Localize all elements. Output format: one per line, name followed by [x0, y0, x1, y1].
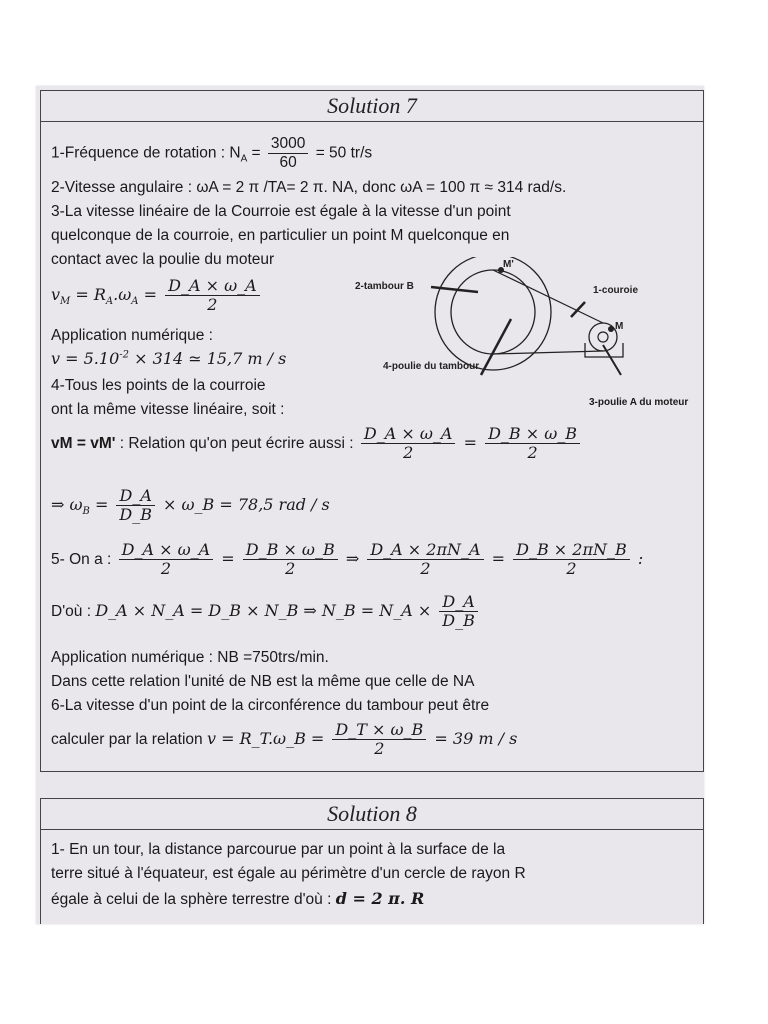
unit-line: Dans cette relation l'unité de NB est la même que celle de NA [51, 673, 475, 690]
label-m-prime: M' [503, 259, 514, 270]
point-6-line-1: 6-La vitesse d'un point de la circonférence du tambour peut être [51, 697, 490, 714]
application-2-line: Application numérique : NB =750trs/min. [51, 649, 329, 666]
label-tambour: 2-tambour B [355, 281, 414, 292]
document-page [36, 86, 704, 924]
point-6-line-2: calculer par la relation v = R_T.ω_B = $\frac{D\_T \times \omega\_B}{2}$ = 39 m / s [51, 720, 518, 758]
solution-8-line-3: égale à celui de la sphère terrestre d'où : d = 2 π. R [51, 889, 425, 908]
omega-b-formula: ⇒ $\omega_B$ = $\frac{D\_A}{D\_B}$ × ω_B = 78,5 rad / s [51, 486, 330, 524]
tambour-leader [431, 287, 478, 292]
label-poulie-tambour: 4-poulie du tambour [383, 361, 480, 372]
on-a-line: 5- On a : $\frac{D\_A \times \omega\_A}{2}$ = $\frac{D\_B \times \omega\_B}{2}$ ⇒ $\frac{D\_A \times 2\pi N\_A}{2}$ = $\frac{D\_B \times 2\pi N\_B}{2}$ : [51, 540, 644, 578]
vm-formula: $v_M = R_A.\omega_A$ = $\frac{D\_A \times \omega\_A}{2}$ [51, 277, 263, 314]
belt-lower [493, 351, 603, 354]
frequency-line: 1-Fréquence de rotation : $N_A$ = $\frac{3000}{60}$ = 50 tr/s [51, 135, 373, 171]
point-4-line-2: ont la même vitesse linéaire, soit : [51, 401, 285, 418]
belt-speed-line-3: contact avec la poulie du moteur [51, 251, 275, 268]
solution-8-title: Solution 8 [41, 799, 703, 830]
frequency-fraction: $\frac{3000}{60}$ [268, 135, 308, 172]
solution-8-line-1: 1- En un tour, la distance parcourue par un point à la surface de la [51, 841, 506, 858]
label-poulie-moteur: 3-poulie A du moteur [589, 397, 689, 408]
solution-8-box [40, 798, 704, 924]
poulie-tambour-leader [481, 319, 511, 375]
belt-upper [493, 270, 603, 323]
label-courroie: 1-couroie [593, 285, 639, 296]
label-m: M [615, 321, 624, 332]
belt-speed-line-2: quelconque de la courroie, en particulier un point M quelconque en [51, 227, 510, 244]
belt-pulley-diagram [353, 257, 693, 377]
point-4-line-1: 4-Tous les points de la courroie [51, 377, 266, 394]
poulie-moteur-leader [603, 345, 621, 375]
relation-line: vM = vM' : Relation qu'on peut écrire aussi : $\frac{D\_A \times \omega\_A}{2}$ = $\frac{D\_B \times \omega\_B}{2}$ [51, 425, 583, 462]
belt-speed-line-1: 3-La vitesse linéaire de la Courroie est égale à la vitesse d'un point [51, 203, 511, 220]
dou-line: D'où : D_A × N_A = D_B × N_B ⇒ N_B = N_A × $\frac{D\_A}{D\_B}$ [51, 593, 481, 630]
solution-8-line-2: terre situé à l'équateur, est égale au périmètre d'un cercle de rayon R [51, 865, 526, 882]
angular-speed-line: 2-Vitesse angulaire : ωA = 2 π /TA= 2 π. NA, donc ωA = 100 π ≈ 314 rad/s. [51, 179, 567, 196]
point-m [608, 326, 614, 332]
solution-7-title: Solution 7 [41, 91, 703, 122]
application-1-formula: $v = 5.10^{-2} \times 314$ ≃ 15,7 m / s [51, 349, 287, 368]
solution-7-box [40, 90, 704, 772]
motor-shaft-circle [598, 332, 608, 342]
drum-pulley-circle [451, 270, 535, 354]
application-1-label: Application numérique : [51, 327, 213, 344]
courroie-leader [571, 302, 585, 317]
